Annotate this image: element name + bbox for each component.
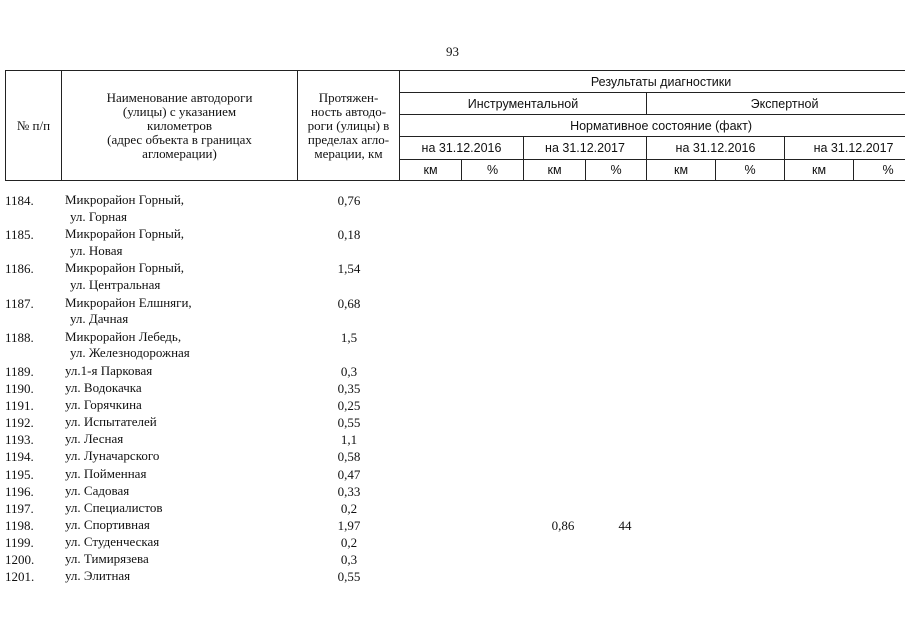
road-length: 0,68: [337, 295, 361, 311]
road-name-line1: ул. Тимирязева: [65, 550, 149, 566]
row-number: 1191.: [5, 398, 34, 414]
road-name-line1: Микрорайон Горный,: [65, 192, 185, 207]
row-number: 1186.: [5, 261, 34, 277]
table-row: [5, 295, 884, 329]
unit-km: км: [647, 160, 716, 181]
road-length: 0,35: [337, 381, 361, 397]
unit-km: км: [524, 160, 586, 181]
road-name-line1: ул. Элитная: [65, 568, 131, 584]
row-number: 1188.: [5, 329, 34, 345]
road-name: [65, 260, 295, 293]
row-number: 1194.: [5, 449, 34, 465]
table-row: [5, 466, 884, 483]
road-name-line1: ул. Водокачка: [65, 380, 142, 396]
unit-percent: %: [586, 160, 647, 181]
table-row: [5, 551, 884, 568]
road-name-line1: ул. Садовая: [65, 482, 130, 498]
road-name: [65, 448, 295, 465]
table-row: [5, 517, 884, 534]
road-name: [65, 431, 295, 448]
table-row: [5, 534, 884, 551]
road-name-line2: ул. Железнодорожная: [70, 345, 190, 361]
road-name-line1: ул. Пойменная: [65, 465, 147, 481]
row-number: 1200.: [5, 551, 35, 567]
road-name: [65, 517, 295, 534]
road-length: 1,1: [340, 432, 358, 448]
unit-percent: %: [854, 160, 905, 181]
road-name-line2: ул. Центральная: [70, 276, 161, 292]
road-name-line1: ул. Специалистов: [65, 499, 163, 515]
road-length: 0,47: [337, 466, 361, 482]
road-name: [65, 534, 295, 551]
road-length: 0,55: [337, 569, 361, 585]
road-length: 0,58: [337, 449, 361, 465]
row-number: 1192.: [5, 415, 34, 431]
row-number: 1201.: [5, 569, 35, 585]
row-number: 1196.: [5, 483, 34, 499]
row-number: 1198.: [5, 517, 34, 533]
unit-km: км: [785, 160, 854, 181]
row-number: 1189.: [5, 363, 34, 379]
road-name-line1: ул.1-я Парковая: [65, 362, 153, 378]
table-row: [5, 431, 884, 448]
road-length: 0,3: [340, 363, 358, 379]
table-row: [5, 500, 884, 517]
road-length: 1,97: [337, 517, 361, 533]
table-row: [5, 397, 884, 414]
row-number: 1185.: [5, 227, 34, 243]
row-number: 1199.: [5, 534, 34, 550]
road-name-line1: ул. Горячкина: [65, 397, 142, 413]
road-name-line1: Микрорайон Горный,: [65, 226, 185, 242]
road-name-line1: ул. Луначарского: [65, 448, 160, 464]
instrumental-2017-percent: 44: [618, 517, 632, 533]
road-name-line1: Микрорайон Елшняги,: [65, 294, 192, 310]
table-body: [5, 192, 884, 585]
road-name: [65, 226, 295, 259]
instrumental-2017-km: 0,86: [551, 517, 575, 533]
page-number: 93: [446, 44, 459, 59]
road-length: 1,5: [340, 329, 358, 345]
table-row: [5, 329, 884, 363]
unit-percent: %: [462, 160, 524, 181]
date-header: на 31.12.2017: [785, 137, 905, 160]
road-name: [65, 500, 295, 517]
road-name-line2: ул. Дачная: [70, 311, 129, 327]
table-row: [5, 192, 884, 226]
col-number-header: № п/п: [6, 71, 62, 181]
expert-header: Экспертной: [647, 93, 905, 115]
table-row: [5, 260, 884, 294]
road-name-line1: ул. Спортивная: [65, 516, 150, 532]
road-name-line1: Микрорайон Лебедь,: [65, 328, 182, 344]
road-name: [65, 380, 295, 397]
road-length: 0,3: [340, 551, 358, 567]
table-row: [5, 226, 884, 260]
road-name: [65, 192, 295, 225]
road-name: [65, 483, 295, 500]
road-name: [65, 414, 295, 431]
road-length: 0,2: [340, 534, 358, 550]
row-number: 1197.: [5, 500, 34, 516]
road-name-line2: ул. Горная: [70, 208, 127, 224]
road-name-line1: ул. Испытателей: [65, 414, 157, 430]
col-name-header: Наименование автодороги (улицы) с указанием километров (адрес объекта в границах агломерации): [62, 71, 298, 181]
date-header: на 31.12.2016: [647, 137, 785, 160]
road-name: [65, 568, 295, 585]
unit-percent: %: [716, 160, 785, 181]
date-header: на 31.12.2017: [524, 137, 647, 160]
road-name-line1: Микрорайон Горный,: [65, 260, 185, 276]
unit-km: км: [400, 160, 462, 181]
road-name: [65, 295, 295, 328]
road-length: 0,18: [337, 227, 361, 243]
road-length: 1,54: [337, 261, 361, 277]
table-row: [5, 380, 884, 397]
table-row: [5, 414, 884, 431]
normative-header: Нормативное состояние (факт): [400, 115, 905, 137]
road-name: [65, 363, 295, 380]
road-length: 0,2: [340, 500, 358, 516]
row-number: 1187.: [5, 295, 34, 311]
road-name: [65, 397, 295, 414]
diagnostics-header: Результаты диагностики: [400, 71, 905, 93]
table-row: [5, 483, 884, 500]
road-length: 0,55: [337, 415, 361, 431]
road-name: [65, 551, 295, 568]
road-name: [65, 466, 295, 483]
instrumental-header: Инструментальной: [400, 93, 647, 115]
table-header: [5, 70, 905, 181]
row-number: 1190.: [5, 381, 34, 397]
row-number: 1184.: [5, 193, 34, 208]
table-row: [5, 568, 884, 585]
road-name: [65, 329, 295, 362]
road-length: 0,33: [337, 483, 361, 499]
road-length: 0,25: [337, 398, 361, 414]
row-number: 1193.: [5, 432, 34, 448]
table-row: [5, 448, 884, 465]
road-name-line2: ул. Новая: [70, 242, 123, 258]
date-header: на 31.12.2016: [400, 137, 524, 160]
table-row: [5, 363, 884, 380]
road-name-line1: ул. Студенческая: [65, 533, 160, 549]
row-number: 1195.: [5, 466, 34, 482]
road-length: 0,76: [337, 193, 361, 208]
col-length-header: Протяжен- ность автодо- роги (улицы) в пределах агло- мерации, км: [298, 71, 400, 181]
road-name-line1: ул. Лесная: [65, 431, 124, 447]
